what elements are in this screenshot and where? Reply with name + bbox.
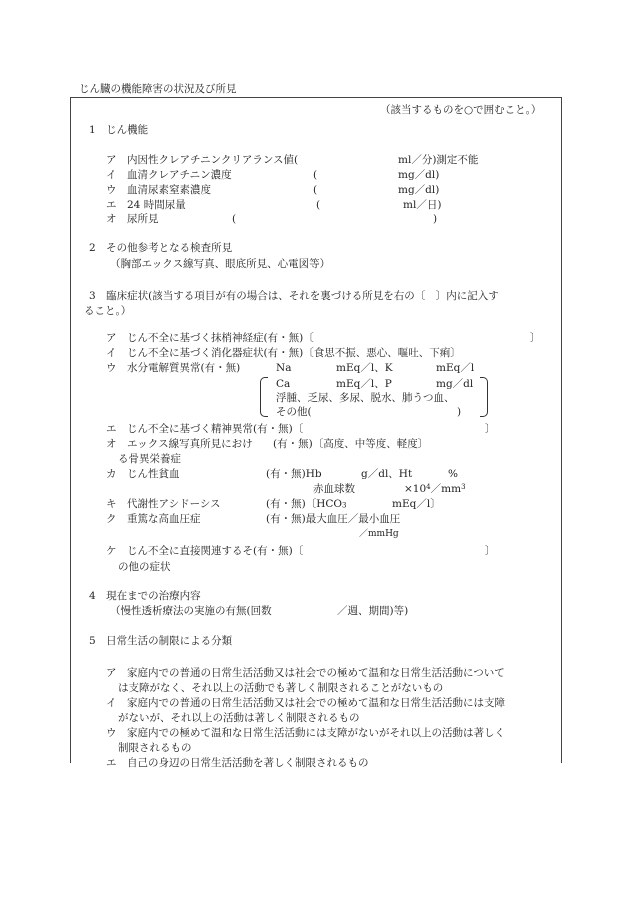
s3-item-ku-yn: (有・無)最大血圧／最小血圧	[266, 513, 401, 525]
s5-item-a-line1: ア 家庭内での普通の日常生活活動又は社会での極めて温和な日常生活活動について	[106, 667, 505, 679]
instruction-note: （該当するものを○で囲むこと。）	[380, 104, 542, 116]
s3-item-ku-label: ク 重篤な高血圧症	[106, 513, 201, 525]
s3-hb-unit: g／dl、Ht	[361, 468, 413, 480]
s3-item-ku-unit: ／mmHg	[359, 529, 399, 539]
s3-ca-unit: mEq／l、P	[336, 378, 392, 390]
s3-edema-list: 浮腫、乏尿、多尿、脱水、肺うつ血、	[276, 392, 455, 404]
s5-item-e-line1: エ 自己の身辺の日常生活活動を著しく制限されるもの	[106, 757, 369, 769]
s3-na-unit: mEq／l、K	[336, 362, 393, 374]
s1-item-a-label: ア 内因性クレアチニンクリアランス値(	[106, 154, 299, 166]
s3-other-close: )	[457, 406, 462, 418]
right-brace	[480, 377, 488, 417]
s1-item-i-label: イ 血清クレアチニン濃度	[106, 169, 232, 181]
s1-item-o-open: (	[232, 213, 237, 225]
s3-item-e-label: エ じん不全に基づく精神異常(有・無)〔	[106, 423, 304, 435]
s3-item-ki-unit: mEq／l〕	[392, 498, 441, 510]
s3-item-ka-yn: (有・無)Hb	[266, 468, 322, 480]
document-title: じん臓の機能障害の状況及び所見	[79, 83, 237, 95]
s3-na-label: Na	[276, 362, 292, 374]
s3-item-ke-close: 〕	[485, 545, 496, 557]
s1-item-i-open: (	[313, 169, 318, 181]
s3-other-label: その他(	[276, 406, 312, 418]
section-1-heading: 1 じん機能	[89, 124, 149, 136]
section-2-sub: （胸部エックス線写真、眼底所見、心電図等）	[110, 258, 331, 270]
s3-item-u-label: ウ 水分電解質異常(有・無)	[106, 362, 241, 374]
s1-item-u-label: ウ 血清尿素窒素濃度	[106, 184, 211, 196]
s3-rbc-label: 赤血球数	[313, 483, 355, 495]
s5-item-a-line2: は支障がなく、それ以上の活動でも著しく制限されることがないもの	[118, 682, 444, 694]
s3-k-unit: mEq／l	[436, 362, 475, 374]
section-3-heading-line1: 3 臨床症状(該当する項目が有の場合は、それを裏づける所見を右の〔 〕内に記入す	[89, 290, 499, 302]
s3-ca-label: Ca	[276, 378, 291, 390]
s1-item-e-unit: ml／日)	[403, 199, 442, 211]
s3-item-o-label2: (有・無)〔高度、中等度、軽度〕	[273, 438, 429, 450]
s5-item-i-line1: イ 家庭内での普通の日常生活活動又は社会での極めて温和な日常生活活動には支障	[106, 697, 505, 709]
s1-item-o-label: オ 尿所見	[106, 213, 159, 225]
section-4-heading: 4 現在までの治療内容	[89, 590, 201, 602]
left-brace	[260, 377, 268, 417]
s1-item-i-unit: mg／dl)	[398, 169, 440, 181]
s3-item-ki-label: キ 代謝性アシドーシス	[106, 498, 221, 510]
s5-item-u-line2: 制限されるもの	[118, 742, 192, 754]
s3-item-ka-label: カ じん性貧血	[106, 468, 180, 480]
section-2-heading: 2 その他参考となる検査所見	[89, 242, 233, 254]
s3-item-e-close: 〕	[485, 423, 496, 435]
s3-item-a-label: ア じん不全に基づく抹梢神経症(有・無)〔	[106, 332, 314, 344]
s1-item-a-unit: ml／分)測定不能	[398, 154, 479, 166]
s5-item-u-line1: ウ 家庭内での極めて温和な日常生活活動には支障がないがそれ以上の活動は著しく	[106, 727, 505, 739]
s3-item-ke-label2: の他の症状	[118, 561, 171, 573]
s3-ht-percent: %	[448, 468, 458, 480]
s5-item-i-line2: がないが、それ以上の活動は著しく制限されるもの	[118, 712, 360, 724]
section-5-heading: 5 日常生活の制限による分類	[89, 635, 233, 647]
s3-item-ke-label1: ケ じん不全に直接関連するそ(有・無)〔	[106, 545, 304, 557]
s3-rbc-unit: $\times 10^4/mm^3$	[404, 483, 466, 495]
s1-item-o-close: )	[433, 213, 438, 225]
s3-p-unit: mg／dl	[436, 378, 474, 390]
s1-item-e-label: エ 24 時間尿量	[106, 199, 186, 211]
s1-item-e-open: (	[316, 199, 321, 211]
section-4-sub2: ／週、期間)等)	[337, 605, 409, 617]
s1-item-u-unit: mg／dl)	[398, 184, 440, 196]
s3-item-a-close: 〕	[530, 332, 541, 344]
s3-item-o-label1: オ エックス線写真所見におけ	[106, 438, 253, 450]
s3-item-o-label3: る骨異栄養症	[118, 453, 181, 465]
section-4-sub1: （慢性透析療法の実施の有無(回数	[110, 605, 272, 617]
s3-item-i-label: イ じん不全に基づく消化器症状(有・無)〔食思不振、悪心、嘔吐、下痢〕	[106, 347, 461, 359]
s3-item-ki-yn: (有・無)〔HCO3	[266, 498, 347, 510]
s1-item-u-open: (	[313, 184, 318, 196]
section-3-heading-line2: ること。）	[84, 305, 132, 317]
